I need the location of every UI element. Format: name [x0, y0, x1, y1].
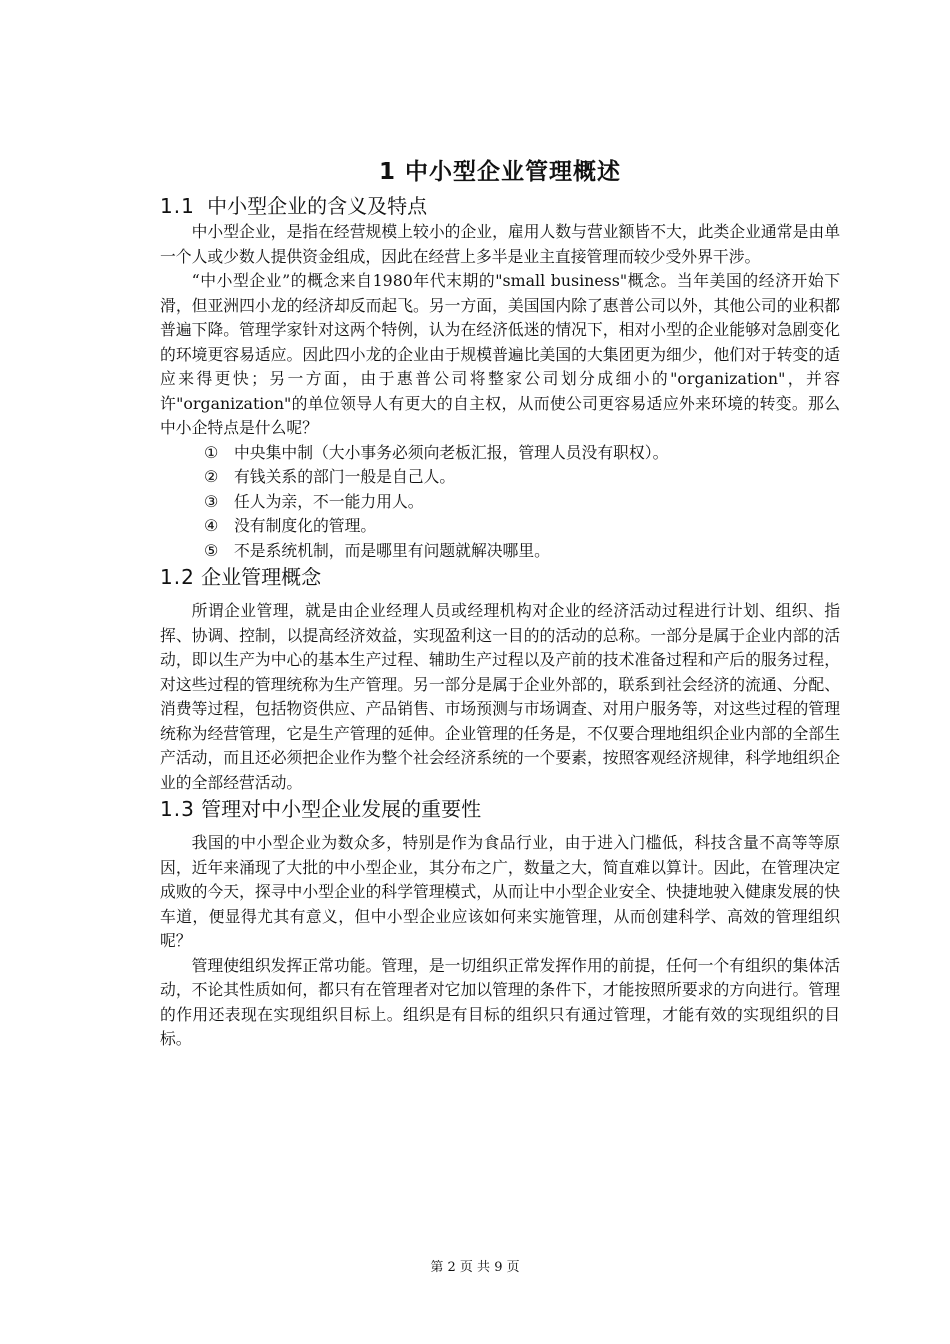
list-item-text: 任人为亲，不一能力用人。 [234, 491, 424, 511]
section-number: 1.2 [160, 565, 195, 589]
list-item-text: 有钱关系的部门一般是自己人。 [234, 467, 456, 486]
paragraph: “中小型企业”的概念来自1980年代末期的"small business"概念。当年美国的经济开始下滑，但亚洲四小龙的经济却反而起飞。另一方面，美国国内除了惠普公司以外，其他公司的业积都普遍下降。管理学家针对这两个特例，认为在经济低迷的情况下，相对小型的企业能够对急剧变化的环境更容易适应。因此四小龙的企业由于规模普遍比美国的大集团更为细少，他们对于转变的适应来得更快；另一方面，由于惠普公司将整家公司划分成细小的"organization"，并容许"organization"的单位领导人有更大的自主权，从而使公司更容易适应外来环境的转变。那么中小企特点是什么呢？ [160, 271, 840, 437]
section-title-text: 管理对中小型企业发展的重要性 [201, 797, 482, 821]
list-item [160, 539, 840, 564]
section-title-text: 企业管理概念 [201, 565, 322, 589]
list-item [160, 514, 840, 539]
paragraph: 我国的中小型企业为数众多，特别是作为食品行业，由于进入门槛低，科技含量不高等等原因，近年来涌现了大批的中小型企业，其分布之广，数量之大，简直难以算计。因此，在管理决定成败的今天，探寻中小型企业的科学管理模式，从而让中小型企业安全、快捷地驶入健康发展的快车道，便显得尤其有意义，但中小型企业应该如何来实施管理，从而创建科学、高效的管理组织呢？ [160, 833, 840, 950]
list-item [160, 465, 840, 490]
spacer [160, 591, 840, 599]
spacer [160, 823, 840, 831]
list-item-text: 中央集中制（大小事务必须向老板汇报，管理人员没有职权）。 [234, 442, 669, 462]
paragraph: 管理使组织发挥正常功能。管理，是一切组织正常发挥作用的前提，任何一个有组织的集体活动，不论其性质如何，都只有在管理者对它加以管理的条件下，才能按照所要求的方向进行。管理的作用还表现在实现组织目标上。组织是有目标的组织只有通过管理，才能有效的实现组织的目标。 [160, 955, 840, 1048]
section-number: 1.1 [160, 194, 195, 218]
paragraph: 所谓企业管理，就是由企业经理人员或经理机构对企业的经济活动过程进行计划、组织、指挥、协调、控制，以提高经济效益，实现盈利这一目的的活动的总称。一部分是属于企业内部的活动，即以生产为中心的基本生产过程、辅助生产过程以及产前的技术准备过程和产后的服务过程，对这些过程的管理统称为生产管理。另一部分是属于企业外部的，联系到社会经济的流通、分配、消费等过程，包括物资供应、产品销售、市场预测与市场调查、对用户服务等，对这些过程的管理统称为经营管理，它是生产管理的延伸。企业管理的任务是，不仅要合理地组织企业内部的全部生产活动，而且还必须把企业作为整个社会经济系统的一个要素，按照客观经济规律，科学地组织企业的全部经营活动。 [160, 601, 840, 792]
section-title-text: 中小型企业的含义及特点 [207, 194, 428, 218]
list-marker: ④ [204, 516, 219, 535]
list-marker: ⑤ [204, 540, 219, 560]
section-heading-1-3 [160, 795, 840, 823]
chapter-title: 1 中小型企业管理概述 [378, 159, 621, 185]
document-body [160, 152, 840, 1052]
list-marker: ③ [204, 491, 219, 511]
list-item-text: 没有制度化的管理。 [234, 516, 377, 535]
page-footer: 第 2 页 共 9 页 [430, 1260, 520, 1275]
list-marker: ① [204, 442, 219, 462]
paragraph: 中小型企业，是指在经营规模上较小的企业，雇用人数与营业额皆不大，此类企业通常是由单一个人或少数人提供资金组成，因此在经营上多半是业主直接管理而较少受外界干涉。 [160, 222, 840, 266]
section-heading-1-1 [160, 192, 840, 220]
feature-list [160, 441, 840, 564]
section-number: 1.3 [160, 797, 195, 821]
list-item-text: 不是系统机制，而是哪里有问题就解决哪里。 [234, 540, 550, 560]
list-marker: ② [204, 467, 219, 486]
list-item [160, 441, 840, 466]
list-item [160, 490, 840, 515]
section-heading-1-2 [160, 563, 840, 591]
